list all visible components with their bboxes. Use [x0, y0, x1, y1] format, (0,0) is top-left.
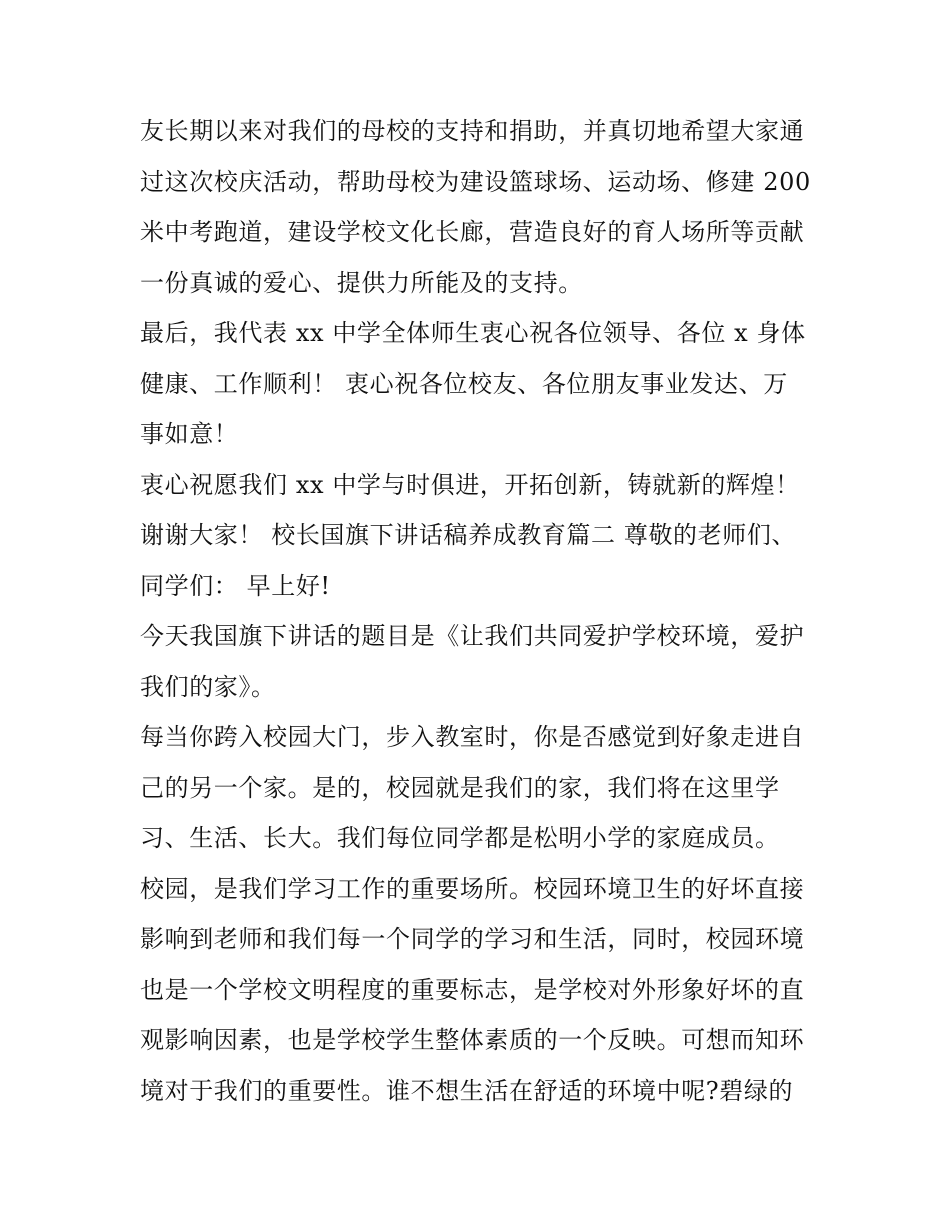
- text-line-5: 最后，我代表 xx 中学全体师生衷心祝各位领导、各位 x 身体: [140, 319, 806, 347]
- text-line-12: 我们的家》。: [140, 672, 276, 701]
- text-line-7: 事如意！: [140, 420, 239, 448]
- text-line-11: 今天我国旗下讲话的题目是《让我们共同爱护学校环境，爱护: [140, 622, 805, 650]
- text-line-3: 米中考跑道，建设学校文化长廊，营造良好的育人场所等贡献: [140, 218, 805, 246]
- text-line-4: 一份真诚的爱心、提供力所能及的支持。: [140, 268, 583, 297]
- text-line-16: 校园，是我们学习工作的重要场所。校园环境卫生的好坏直接: [140, 874, 805, 903]
- text-line-10: 同学们： 早上好!: [140, 571, 331, 600]
- text-line-19: 观影响因素，也是学校学生整体素质的一个反映。可想而知环: [140, 1026, 805, 1054]
- text-line-17: 影响到老师和我们每一个同学的学习和生活，同时，校园环境: [140, 925, 805, 953]
- text-line-2: 过这次校庆活动，帮助母校为建设篮球场、运动场、修建 200: [140, 167, 811, 196]
- text-line-6: 健康、工作顺利！ 衷心祝各位校友、各位朋友事业发达、万: [140, 369, 788, 398]
- text-line-1: 友长期以来对我们的母校的支持和捐助，并真切地希望大家通: [140, 117, 805, 145]
- text-line-8: 衷心祝愿我们 xx 中学与时俱进，开拓创新，铸就新的辉煌！: [140, 470, 800, 499]
- text-line-20: 境对于我们的重要性。谁不想生活在舒适的环境中呢?碧绿的: [140, 1076, 794, 1105]
- text-line-9: 谢谢大家！ 校长国旗下讲话稿养成教育篇二 尊敬的老师们、: [140, 521, 797, 549]
- text-line-15: 习、生活、长大。我们每位同学都是松明小学的家庭成员。: [140, 824, 780, 852]
- text-line-14: 己的另一个家。是的，校园就是我们的家，我们将在这里学: [140, 773, 780, 802]
- document-body: [140, 106, 820, 1116]
- text-line-18: 也是一个学校文明程度的重要标志，是学校对外形象好坏的直: [140, 975, 805, 1004]
- text-line-13: 每当你跨入校园大门，步入教室时，你是否感觉到好象走进自: [140, 723, 805, 751]
